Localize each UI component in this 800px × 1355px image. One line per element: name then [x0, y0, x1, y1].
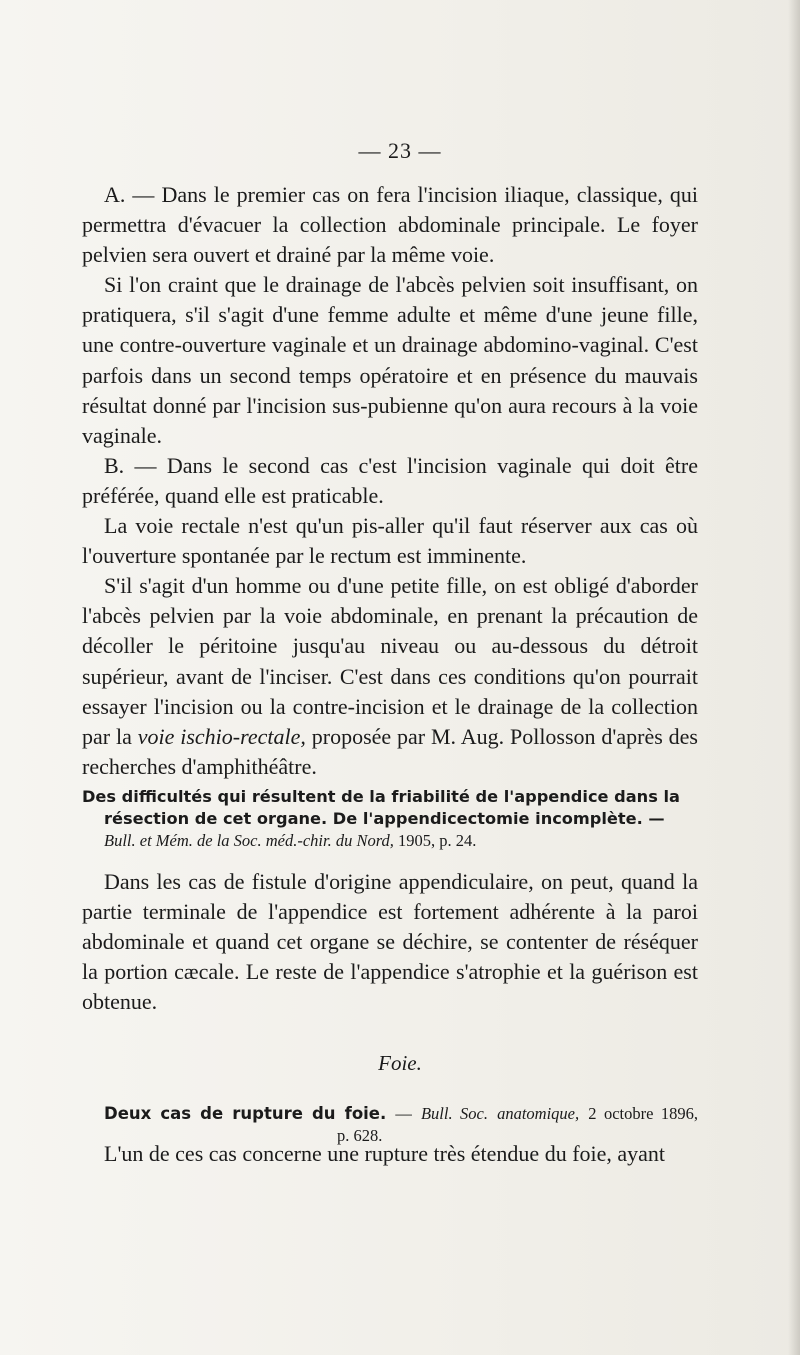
heading-title-line: [82, 1103, 698, 1125]
paragraph-case-b: B. — Dans le second cas c'est l'incision vaginale qui doit être préférée, quand elle est praticable.: [82, 452, 698, 508]
paragraph-case-a: A. — Dans le premier cas on fera l'incision iliaque, classique, qui permettra d'évacuer la collection abdominale principale. Le foyer pelvien sera ouvert et drainé par la même voie.: [82, 182, 698, 268]
reference-journal: Bull. et Mém. de la Soc. méd.-chir. du Nord,: [104, 831, 394, 850]
reference-year-page: 1905, p. 24.: [398, 831, 477, 850]
paragraph-drainage: Si l'on craint que le drainage de l'abcès pelvien soit insuffisant, on pratiquera, s'il s'agit d'une femme adulte et même d'une jeune fille, une contre-ouverture vaginale et un drainage abdomino-vaginal. C'est parfois dans un second temps opératoire et en présence du mauvais résultat donné par l'incision sus-pubienne qu'on aura recours à la voie vaginale.: [82, 272, 698, 448]
reference-journal: Bull. Soc.: [420, 1104, 488, 1123]
heading-reference: [82, 830, 698, 852]
reference-journal-cont: anatomique,: [497, 1104, 580, 1123]
heading-title: Des difficultés qui résultent de la friabilité de l'appendice dans la: [82, 787, 680, 806]
italic-term: voie ischio-rectale,: [137, 723, 306, 749]
section-title: Foie.: [378, 1051, 422, 1075]
text-block-liver: [82, 1139, 698, 1169]
article-heading-appendix: [82, 786, 698, 852]
paragraph-fistula: Dans les cas de fistule d'origine appendiculaire, on peut, quand la partie terminale de l'appendice est fortement adhérente à la paroi abdominale et quand cet organe se déchire, se contenter de réséquer la portion cæcale. Le reste de l'appendice s'atrophie et la guérison est obtenue.: [82, 869, 698, 1015]
heading-title-continued: résection de cet organe. De l'appendicectomie incomplète. —: [104, 809, 665, 828]
text-block-abscess-treatment: [82, 180, 698, 782]
reference-date: 2 octobre 1896,: [588, 1104, 699, 1123]
text-run: proposée par M. Aug. Pollosson d'après des recherches d'amphithéâtre.: [82, 723, 698, 779]
heading-dash: —: [395, 1104, 412, 1123]
reference-page: p. 628.: [337, 1126, 383, 1145]
text-block-fistula: [82, 867, 698, 1017]
paragraph-liver: L'un de ces cas concerne une rupture très étendue du foie, ayant: [104, 1141, 666, 1166]
page-number: — 23 —: [358, 138, 442, 163]
paragraph-rectal-route: La voie rectale n'est qu'un pis-aller qu'il faut réserver aux cas où l'ouverture spontanée par le rectum est imminente.: [82, 513, 698, 569]
heading-title: Deux cas de rupture du foie.: [104, 1104, 387, 1123]
paragraph-abdominal-route: [82, 571, 698, 782]
text-run: S'il s'agit d'un homme ou d'une petite fille, on est obligé d'aborder l'abcès pelvien par la voie abdominale, en prenant la précaution de décoller le péritoine jusqu'au niveau ou au-dessous du détroit supérieur, avant de l'inciser. C'est dans ces conditions qu'on pourrait essayer l'incision ou la contre-incision et le drainage de la collection par la: [82, 573, 698, 749]
page-edge-shadow: [788, 0, 800, 1355]
